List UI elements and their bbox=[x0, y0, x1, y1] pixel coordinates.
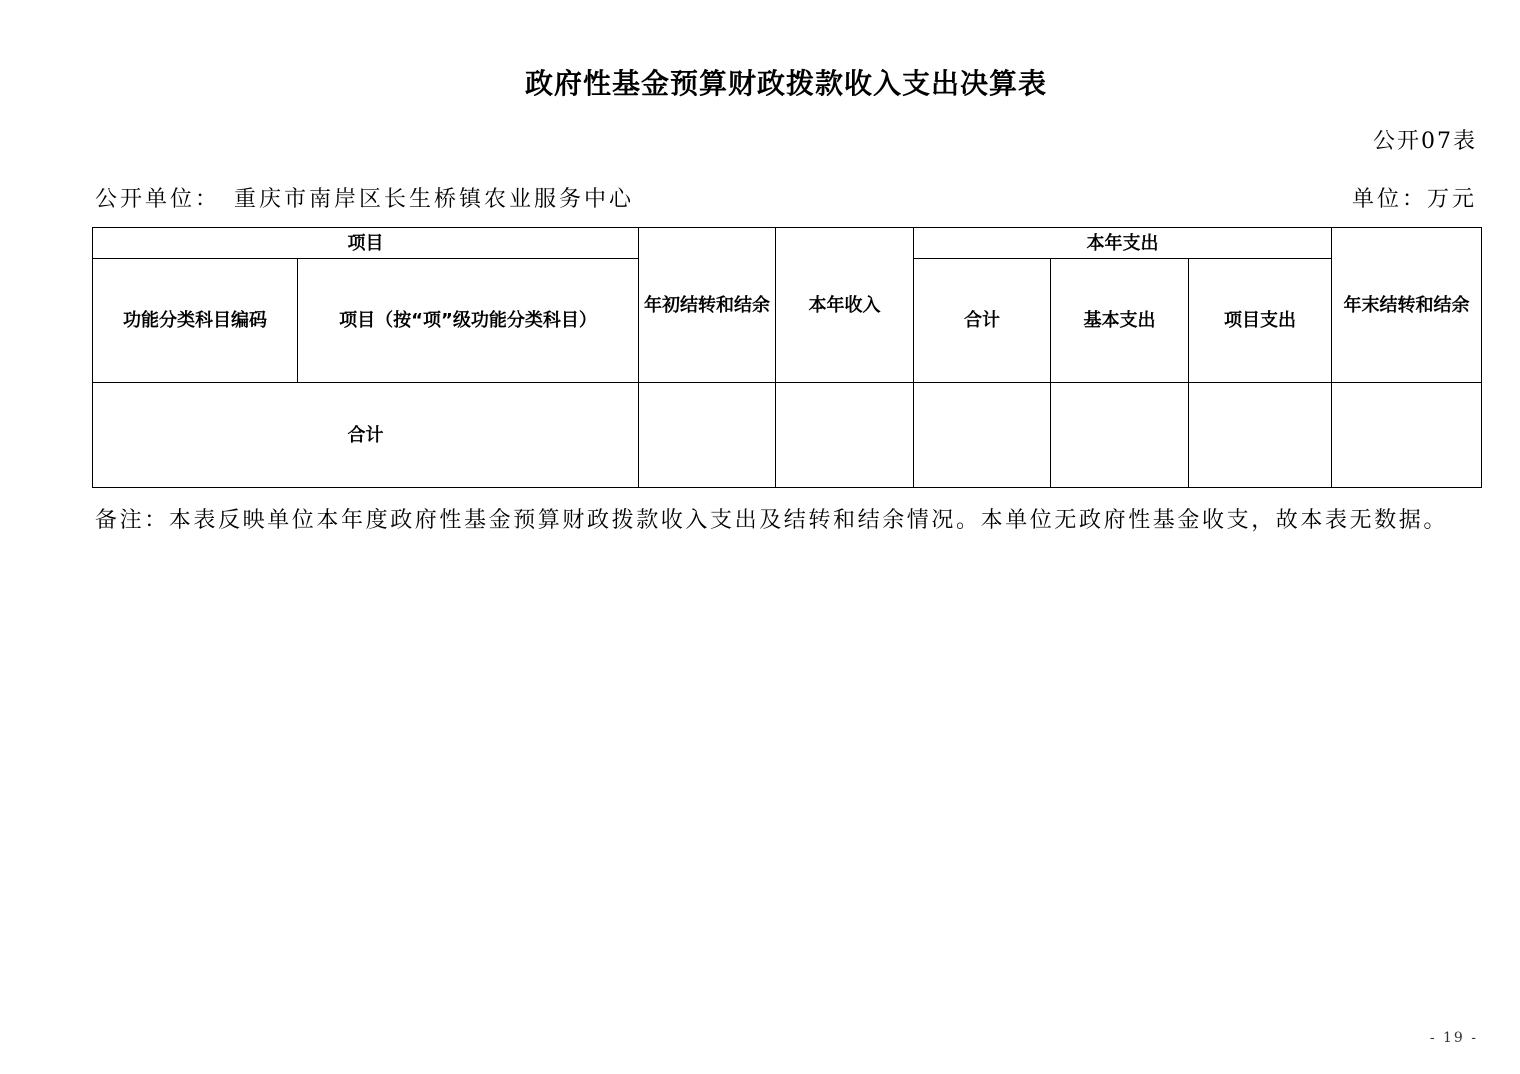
total-opening-balance bbox=[639, 383, 776, 488]
reporting-unit-name: 重庆市南岸区长生桥镇农业服务中心 bbox=[234, 187, 635, 212]
reporting-unit bbox=[95, 182, 634, 213]
header-row-1 bbox=[93, 228, 1482, 259]
page-title: 政府性基金预算财政拨款收入支出决算表 bbox=[524, 67, 1047, 100]
header-project-detail: 项目（按“项”级功能分类科目） bbox=[298, 259, 639, 383]
total-project-expense bbox=[1189, 383, 1332, 488]
total-current-income bbox=[776, 383, 914, 488]
reporting-unit-label: 公开单位： bbox=[95, 187, 221, 212]
header-basic-expense: 基本支出 bbox=[1051, 259, 1189, 383]
header-current-income: 本年收入 bbox=[776, 228, 914, 383]
header-project-expense: 项目支出 bbox=[1189, 259, 1332, 383]
fund-budget-table bbox=[92, 227, 1482, 488]
header-current-expense: 本年支出 bbox=[914, 228, 1332, 259]
total-basic-expense bbox=[1051, 383, 1189, 488]
currency-unit: 单位：万元 bbox=[1351, 187, 1477, 212]
total-label: 合计 bbox=[93, 383, 639, 488]
total-row bbox=[93, 383, 1482, 488]
total-closing-balance bbox=[1332, 383, 1482, 488]
form-number: 公开07表 bbox=[1373, 129, 1477, 154]
page-number: - 19 - bbox=[1429, 1030, 1478, 1046]
header-closing-balance: 年末结转和结余 bbox=[1332, 228, 1482, 383]
total-expense-total bbox=[914, 383, 1051, 488]
header-project: 项目 bbox=[93, 228, 639, 259]
header-function-code: 功能分类科目编码 bbox=[93, 259, 298, 383]
header-expense-total: 合计 bbox=[914, 259, 1051, 383]
table-note: 备注：本表反映单位本年度政府性基金预算财政拨款收入支出及结转和结余情况。本单位无政府性基金收支，故本表无数据。 bbox=[95, 508, 1449, 533]
header-opening-balance: 年初结转和结余 bbox=[639, 228, 776, 383]
